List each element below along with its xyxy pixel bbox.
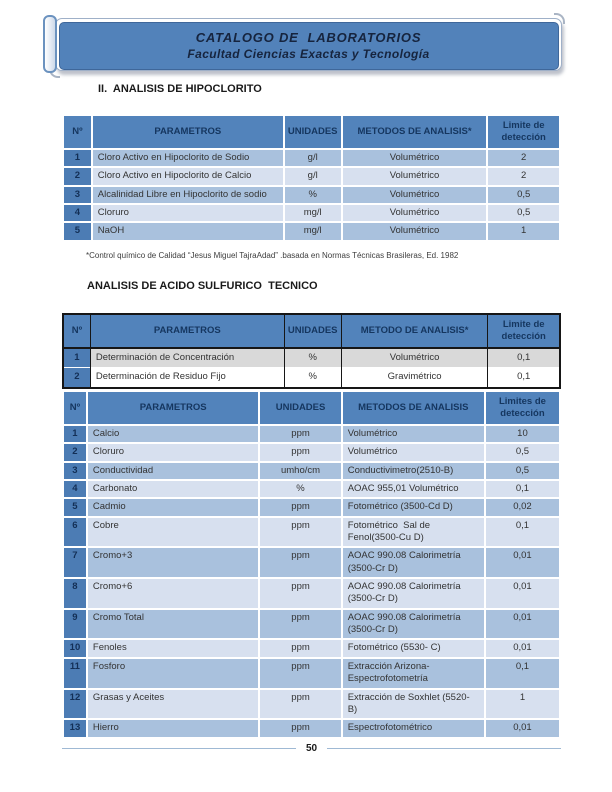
table-cell: 0,1 <box>488 348 560 368</box>
table-cell: 5 <box>64 499 86 515</box>
footer-rule-left <box>62 748 296 749</box>
section-heading-hipoclorito: II. ANALISIS DE HIPOCLORITO <box>98 83 262 95</box>
table-cell: 1 <box>64 150 91 166</box>
table-cell: 0,01 <box>486 579 559 608</box>
table-cell: ppm <box>260 548 340 577</box>
table-cell: 4 <box>64 205 91 221</box>
table-cell: 2 <box>64 444 86 460</box>
table-cell: AOAC 990.08 Calorimetría (3500-Cr D) <box>343 548 484 577</box>
table-cell: Extracción de Soxhlet (5520-B) <box>343 690 484 719</box>
table-cell: 11 <box>64 659 86 688</box>
table-row <box>64 168 559 184</box>
table-cell: Volumétrico <box>343 426 484 442</box>
table-cell: Carbonato <box>88 481 258 497</box>
table-cell: 13 <box>64 720 86 736</box>
table-cell: Cloro Activo en Hipoclorito de Sodio <box>93 150 283 166</box>
table-cell: 12 <box>64 690 86 719</box>
table-cell: 9 <box>64 610 86 639</box>
column-header: PARAMETROS <box>90 314 284 348</box>
table-cell: Volumétrico <box>343 223 487 239</box>
table-cell: mg/l <box>285 223 341 239</box>
table-cell: 0,01 <box>486 640 559 656</box>
table-row <box>64 640 559 656</box>
table-row <box>64 499 559 515</box>
table-cell: 2 <box>64 168 91 184</box>
column-header: UNIDADES <box>285 116 341 148</box>
table-cell: 0,5 <box>486 463 559 479</box>
table-cell: Fotométrico Sal de Fenol(3500-Cu D) <box>343 518 484 547</box>
table-cell: g/l <box>285 168 341 184</box>
column-header: Limites de detección <box>486 392 559 424</box>
table-row <box>63 348 560 368</box>
table-cell: 5 <box>64 223 91 239</box>
table-cell: ppm <box>260 499 340 515</box>
page-footer <box>62 743 561 754</box>
table-cell: 0,1 <box>486 518 559 547</box>
table-cell: 0,01 <box>486 610 559 639</box>
faculty-subtitle: Facultad Ciencias Exactas y Tecnología <box>187 47 430 61</box>
table-row <box>64 579 559 608</box>
banner-left-tab-decoration <box>43 15 57 73</box>
footnote: *Control químico de Calidad “Jesus Miguel TajraAdad” .basada en Normas Técnicas Brasileras, Ed. 1982 <box>86 251 459 260</box>
table-cell: Grasas y Aceites <box>88 690 258 719</box>
table-cell: % <box>284 368 341 388</box>
table-cell: 0,1 <box>486 481 559 497</box>
table-cell: Cloruro <box>93 205 283 221</box>
column-header: Nº <box>63 314 90 348</box>
table-cell: 10 <box>64 640 86 656</box>
table-cell: Calcio <box>88 426 258 442</box>
table-row <box>64 223 559 239</box>
footer-rule-right <box>327 748 561 749</box>
hipoclorito-table <box>62 114 561 242</box>
table-cell: 4 <box>64 481 86 497</box>
table-cell: ppm <box>260 426 340 442</box>
table-cell: 0,1 <box>486 659 559 688</box>
page-number: 50 <box>305 743 318 754</box>
column-header: METODO DE ANALISIS* <box>341 314 488 348</box>
table-cell: % <box>284 348 341 368</box>
table-cell: Determinación de Residuo Fijo <box>90 368 284 388</box>
table-cell: Cromo+6 <box>88 579 258 608</box>
table-cell: umho/cm <box>260 463 340 479</box>
section-heading-sulfurico: ANALISIS DE ACIDO SULFURICO TECNICO <box>87 280 318 292</box>
table-cell: ppm <box>260 640 340 656</box>
table-row <box>64 205 559 221</box>
table-cell: Conductividad <box>88 463 258 479</box>
table-cell: % <box>260 481 340 497</box>
table-cell: 2 <box>488 168 559 184</box>
table-cell: Extracción Arizona-Espectrofotometría <box>343 659 484 688</box>
table-row <box>64 463 559 479</box>
table-cell: Cromo Total <box>88 610 258 639</box>
table-header-row <box>64 116 559 148</box>
table-cell: Cobre <box>88 518 258 547</box>
table-cell: ppm <box>260 720 340 736</box>
column-header: Limite de detección <box>488 116 559 148</box>
table-cell: Determinación de Concentración <box>90 348 284 368</box>
table-cell: mg/l <box>285 205 341 221</box>
table-cell: 2 <box>63 368 90 388</box>
table-cell: 0,1 <box>488 368 560 388</box>
table-cell: Volumétrico <box>343 444 484 460</box>
table-cell: 0,5 <box>488 187 559 203</box>
table-cell: Volumétrico <box>343 150 487 166</box>
table-cell: 0,5 <box>488 205 559 221</box>
table-cell: 0,5 <box>486 444 559 460</box>
table-cell: % <box>285 187 341 203</box>
column-header: PARAMETROS <box>88 392 258 424</box>
column-header: Nº <box>64 392 86 424</box>
table-row <box>64 659 559 688</box>
table-cell: 1 <box>63 348 90 368</box>
table-row <box>63 368 560 388</box>
table-row <box>64 150 559 166</box>
table-cell: Fosforo <box>88 659 258 688</box>
table-cell: ppm <box>260 518 340 547</box>
table-cell: 1 <box>488 223 559 239</box>
table-cell: 1 <box>64 426 86 442</box>
table-cell: 3 <box>64 463 86 479</box>
sulfurico-detail-table <box>62 390 561 739</box>
table-cell: Volumétrico <box>341 348 488 368</box>
table-cell: Cloro Activo en Hipoclorito de Calcio <box>93 168 283 184</box>
table-header-row <box>64 392 559 424</box>
banner-plaque <box>59 22 559 70</box>
table-cell: AOAC 990.08 Calorimetría (3500-Cr D) <box>343 579 484 608</box>
table-cell: Hierro <box>88 720 258 736</box>
table-cell: Cromo+3 <box>88 548 258 577</box>
column-header: Limite de detección <box>488 314 560 348</box>
table-cell: Cloruro <box>88 444 258 460</box>
table-cell: ppm <box>260 610 340 639</box>
table-row <box>64 426 559 442</box>
table-cell: ppm <box>260 444 340 460</box>
table-cell: 1 <box>486 690 559 719</box>
table-row <box>64 187 559 203</box>
column-header: PARAMETROS <box>93 116 283 148</box>
table-cell: Espectrofotométrico <box>343 720 484 736</box>
table-cell: g/l <box>285 150 341 166</box>
table-cell: Gravimétrico <box>341 368 488 388</box>
table-cell: 6 <box>64 518 86 547</box>
header-banner <box>55 18 562 71</box>
table-row <box>64 444 559 460</box>
column-header: METODOS DE ANALISIS* <box>343 116 487 148</box>
table-header-row <box>63 314 560 348</box>
table-cell: 8 <box>64 579 86 608</box>
table-cell: Volumétrico <box>343 187 487 203</box>
table-cell: ppm <box>260 659 340 688</box>
sulfurico-table <box>62 313 561 389</box>
table-cell: 2 <box>488 150 559 166</box>
table-cell: AOAC 990.08 Calorimetría (3500-Cr D) <box>343 610 484 639</box>
table-row <box>64 481 559 497</box>
table-row <box>64 548 559 577</box>
table-cell: AOAC 955,01 Volumétrico <box>343 481 484 497</box>
table-row <box>64 720 559 736</box>
table-cell: Volumétrico <box>343 168 487 184</box>
table-cell: 7 <box>64 548 86 577</box>
table-cell: Fotométrico (5530- C) <box>343 640 484 656</box>
table-row <box>64 518 559 547</box>
table-cell: 3 <box>64 187 91 203</box>
table-cell: Fenoles <box>88 640 258 656</box>
catalog-title: CATALOGO DE LABORATORIOS <box>195 30 422 45</box>
table-cell: 0,02 <box>486 499 559 515</box>
table-cell: 0,01 <box>486 720 559 736</box>
table-cell: 0,01 <box>486 548 559 577</box>
table-cell: 10 <box>486 426 559 442</box>
table-cell: Fotométrico (3500-Cd D) <box>343 499 484 515</box>
table-cell: Conductivimetro(2510-B) <box>343 463 484 479</box>
table-cell: NaOH <box>93 223 283 239</box>
table-cell: ppm <box>260 690 340 719</box>
table-cell: Alcalinidad Libre en Hipoclorito de sodio <box>93 187 283 203</box>
column-header: METODOS DE ANALISIS <box>343 392 484 424</box>
table-cell: ppm <box>260 579 340 608</box>
column-header: Nº <box>64 116 91 148</box>
column-header: UNIDADES <box>260 392 340 424</box>
table-row <box>64 690 559 719</box>
table-cell: Volumétrico <box>343 205 487 221</box>
column-header: UNIDADES <box>284 314 341 348</box>
table-row <box>64 610 559 639</box>
table-cell: Cadmio <box>88 499 258 515</box>
